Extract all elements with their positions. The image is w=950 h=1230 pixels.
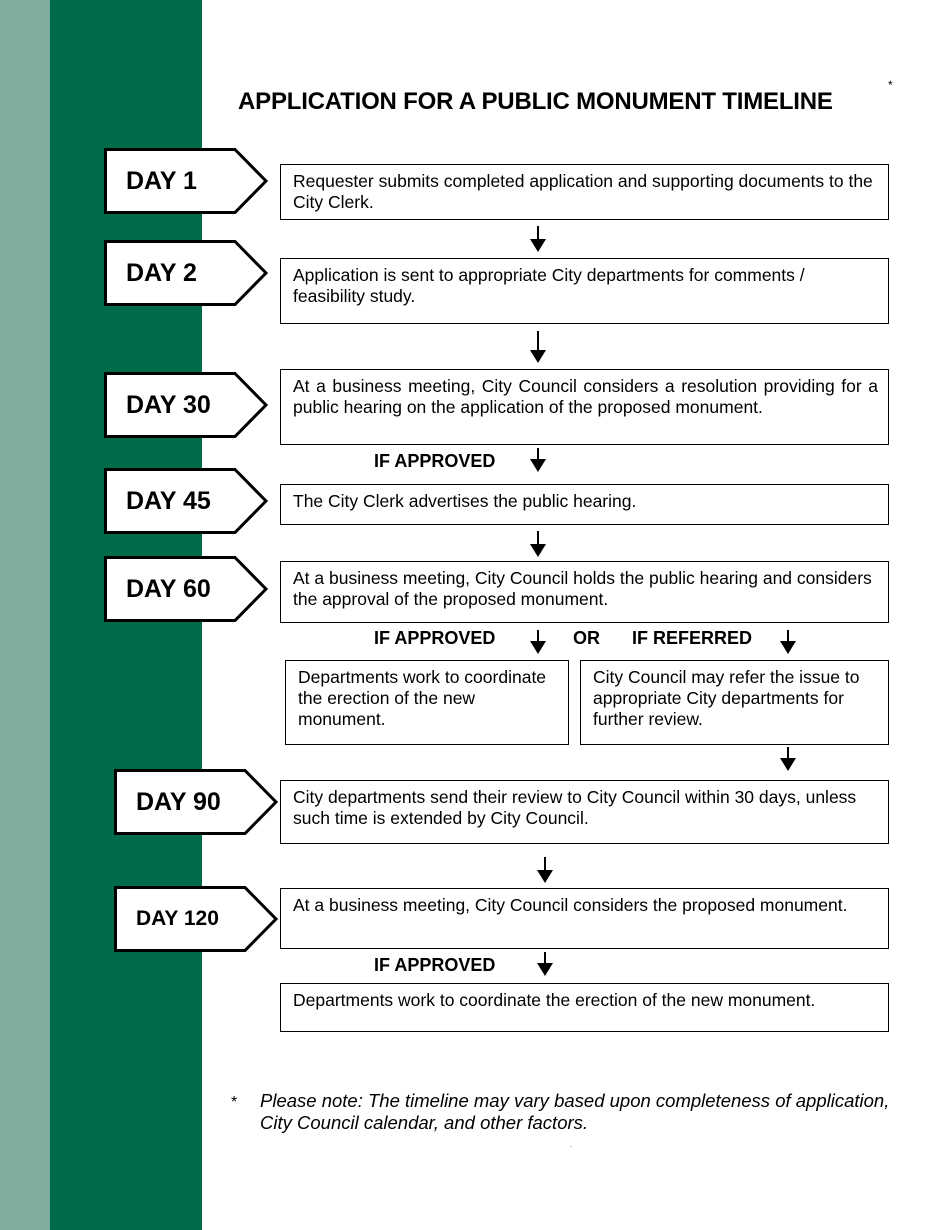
day-60-text: DAY 60 <box>126 575 211 603</box>
step-day-90: City departments send their review to City Council within 30 days, unless such time is extended by City Council. <box>280 780 889 844</box>
condition-if-referred: IF REFERRED <box>632 628 753 648</box>
step-day-60: At a business meeting, City Council holds the public hearing and considers the approval of the proposed monument. <box>280 561 889 623</box>
day-1-label <box>104 148 269 214</box>
arrow-down-icon <box>537 952 553 976</box>
day-45-text: DAY 45 <box>126 487 211 515</box>
arrow-down-icon <box>530 331 546 363</box>
step-day-2: Application is sent to appropriate City departments for comments / feasibility study. <box>280 258 889 324</box>
day-30-label <box>104 372 269 438</box>
arrow-down-icon <box>530 630 546 654</box>
day-2-text: DAY 2 <box>126 259 197 287</box>
day-120-label <box>114 886 279 952</box>
step-day-120: At a business meeting, City Council considers the proposed monument. <box>280 888 889 949</box>
footnote-marker: * <box>231 1094 238 1111</box>
condition-if-approved: IF APPROVED <box>374 955 496 975</box>
step-final: Departments work to coordinate the erection of the new monument. <box>280 983 889 1032</box>
step-day-45: The City Clerk advertises the public hearing. <box>280 484 889 525</box>
step-approved-branch: Departments work to coordinate the erection of the new monument. <box>285 660 569 745</box>
day-1-text: DAY 1 <box>126 167 197 195</box>
step-day-30: At a business meeting, City Council considers a resolution providing for a public hearing on the application of the proposed monument. <box>280 369 889 445</box>
day-45-label <box>104 468 269 534</box>
left-stripe-light <box>0 0 50 1230</box>
condition-or: OR <box>573 628 600 648</box>
day-60-label <box>104 556 269 622</box>
step-referred-branch: City Council may refer the issue to appropriate City departments for further review. <box>580 660 889 745</box>
arrow-down-icon <box>780 747 796 771</box>
arrow-down-icon <box>530 226 546 252</box>
arrow-down-icon <box>780 630 796 654</box>
arrow-down-icon <box>537 857 553 883</box>
page-title-text: APPLICATION FOR A PUBLIC MONUMENT TIMELINE <box>238 88 833 115</box>
step-day-1: Requester submits completed application and supporting documents to the City Clerk. <box>280 164 889 220</box>
day-2-label <box>104 240 269 306</box>
day-30-text: DAY 30 <box>126 391 211 419</box>
footer-dot: . <box>570 1140 573 1149</box>
arrow-down-icon <box>530 448 546 472</box>
title-footnote-marker: * <box>888 78 893 92</box>
day-90-label <box>114 769 279 835</box>
condition-if-approved: IF APPROVED <box>374 628 496 648</box>
condition-if-approved: IF APPROVED <box>374 451 496 471</box>
arrow-down-icon <box>530 531 546 557</box>
page-title <box>238 78 898 116</box>
day-120-text: DAY 120 <box>136 907 219 930</box>
footnote-text: Please note: The timeline may vary based upon completeness of application, City Council calendar, and other factors. <box>260 1090 890 1133</box>
day-90-text: DAY 90 <box>136 788 221 816</box>
